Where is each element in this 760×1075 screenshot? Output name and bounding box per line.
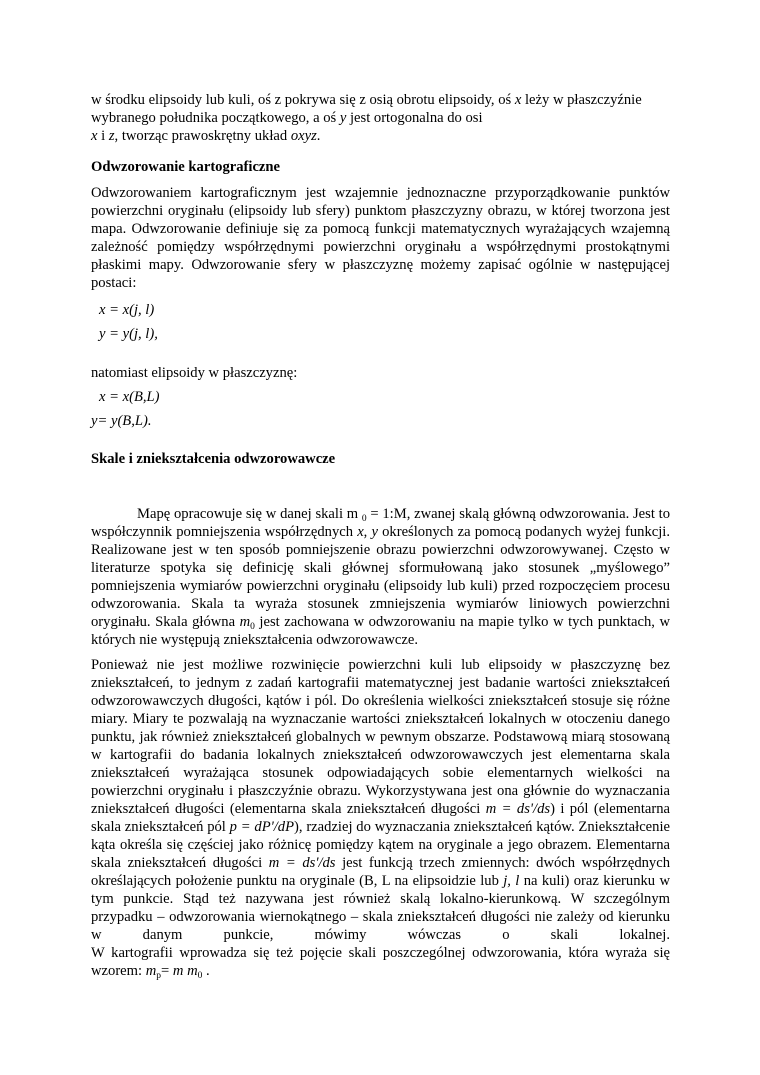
var-x: x: [91, 128, 98, 144]
subscript: 0: [197, 971, 203, 981]
text: W kartografii wprowadza się też pojęcie skali poszczególnej odwzorowania, która wyraża się wzorem:: [91, 945, 670, 979]
formula-x-sphere: [91, 301, 670, 319]
text: Mapę opracowuje się w danej skali m: [137, 506, 359, 522]
heading-skale: Skale i zniekształcenia odwzorowawcze: [91, 451, 336, 467]
formula-text: x = x(B,L): [99, 389, 160, 405]
text: na kuli) oraz kierunku w tym punkcie. Stąd też nazywana jest również skalą lokalno-kierunkową. W szczególnym przypadku – odwzorowania wiernokątnego – skala zniekształceń długości nie zależy od kierunku w danym punkcie, mówimy wówczas o skali lokalnej.: [91, 873, 670, 943]
paragraph-definition: Odwzorowaniem kartograficznym jest wzajemnie jednoznaczne przyporządkowanie punktów powierzchni oryginału (elipsoidy lub sfery) punktom płaszczyzny obrazu, w której tworzona jest mapa. Odwzorowanie definiuje się za pomocą funkcji matematycznych wyrażających wzajemną zależność pomiędzy współrzędnymi powierzchni oryginału a współrzędnymi prostokątnymi płaskimi mapy. Odwzorowanie sfery w płaszczyznę możemy zapisać ogólnie w następującej postaci:: [91, 185, 670, 291]
text: określonych za pomocą podanych wyżej funkcji. Realizowane jest w ten sposób pomniejszenie obrazu powierzchni odwzorowywanej. Często w literaturze spotyka się definicję skali głównej sformułowaną jako stosunek „myślowego” pomniejszenia wymiarów powierzchni oryginału (elipsoidy lub kuli) przed rozpoczęciem procesu odwzorowania. Skala ta wyraża stosunek zmniejszenia wymiarów liniowych powierzchni oryginału. Skala główna: [91, 524, 670, 630]
paragraph-ellipsoid: natomiast elipsoidy w płaszczyznę:: [91, 365, 298, 381]
var-m: m m: [172, 963, 198, 979]
formula-y-ellipsoid: [91, 412, 670, 430]
subscript: 0: [361, 514, 367, 524]
heading-odwzorowanie: Odwzorowanie kartograficzne: [91, 159, 281, 175]
document-page: [91, 91, 670, 980]
paragraph-distortions: [91, 656, 670, 944]
formula-inline: m = ds'/ds: [485, 801, 551, 817]
text: jest funkcją trzech zmiennych: dwóch współrzędnych określających położenie punktu na oryginale (B, L na elipsoidzie lub: [91, 855, 670, 889]
var-oxyz: oxyz: [290, 128, 317, 144]
intro-text: , tworząc prawoskrętny układ: [114, 128, 291, 144]
var-x: x: [514, 92, 522, 108]
text: .: [202, 963, 210, 979]
formula-x-ellipsoid: [91, 388, 670, 406]
text: jest zachowana w odwzorowaniu na mapie tylko w tych punktach, w których nie występują zniekształcenia odwzorowawcze.: [91, 614, 670, 648]
text: Ponieważ nie jest możliwe rozwinięcie powierzchni kuli lub elipsoidy w płaszczyznę bez zniekształceń, to jednym z zadań kartografii matematycznej jest badanie wartości zniekształceń odwzorowawczych długości, kątów i pól. Do określenia wielkości zniekształceń stosuje się różne miary. Miary te pozwalają na wyznaczanie wartości zniekształceń lokalnych w otoczeniu danego punktu, jak również zniekształceń globalnych w pewnym obszarze. Podstawową miarą stosowaną w kartografii do badania lokalnych zniekształceń odwzorowawczych jest elementarna skala zniekształceń wyrażająca stosunek odpowiadających sobie elementarnych wielkości na powierzchni oryginału i płaszczyźnie obrazu. Wykorzystywana jest ona głównie do wyznaczania zniekształceń długości (elementarna skala zniekształceń długości: [91, 657, 670, 817]
formula-inline: p = dP'/dP: [229, 819, 295, 835]
var-y: y: [371, 524, 378, 540]
var-m: m: [239, 614, 251, 630]
formula-text: x = x(j, l): [99, 302, 155, 318]
var-z: z: [108, 128, 115, 144]
paragraph-main-scale: [91, 505, 670, 649]
formula-text: y = y(j, l),: [99, 326, 158, 342]
formula-y-sphere: [91, 325, 670, 343]
var-jl: j, l: [503, 873, 520, 889]
var-y: y: [339, 110, 347, 126]
intro-paragraph: [91, 91, 670, 145]
paragraph-particular-scale: [91, 944, 670, 980]
subscript: p: [156, 971, 162, 981]
text: ,: [363, 524, 372, 540]
text: = 1:M, zwanej skalą główną odwzorowania. Jest to współczynnik pomniejszenia współrzędnych: [91, 506, 670, 540]
intro-text: jest ortogonalna do osi: [346, 110, 483, 126]
intro-text: w środku elipsoidy lub kuli, oś z pokrywa się z osią obrotu elipsoidy, oś: [91, 92, 515, 108]
text: =: [161, 963, 173, 979]
text: ) i pól (elementarna skala zniekształceń pól: [91, 801, 671, 835]
formula-inline: m = ds'/ds: [268, 855, 336, 871]
var-m: m: [145, 963, 157, 979]
intro-text: i: [97, 128, 109, 144]
subscript: 0: [250, 622, 255, 632]
text: ), rzadziej do wyznaczania zniekształceń kątów. Zniekształcenie kąta określa się częściej jako różnicę pomiędzy kątem na oryginale a jego obrazem. Elementarna skala zniekształceń długości: [91, 819, 670, 871]
intro-text: leży w płaszczyźnie wybranego południka początkowego, a oś: [91, 92, 642, 126]
var-x: x: [357, 524, 364, 540]
intro-text: .: [316, 128, 321, 144]
formula-text: y= y(B,L).: [91, 413, 152, 429]
